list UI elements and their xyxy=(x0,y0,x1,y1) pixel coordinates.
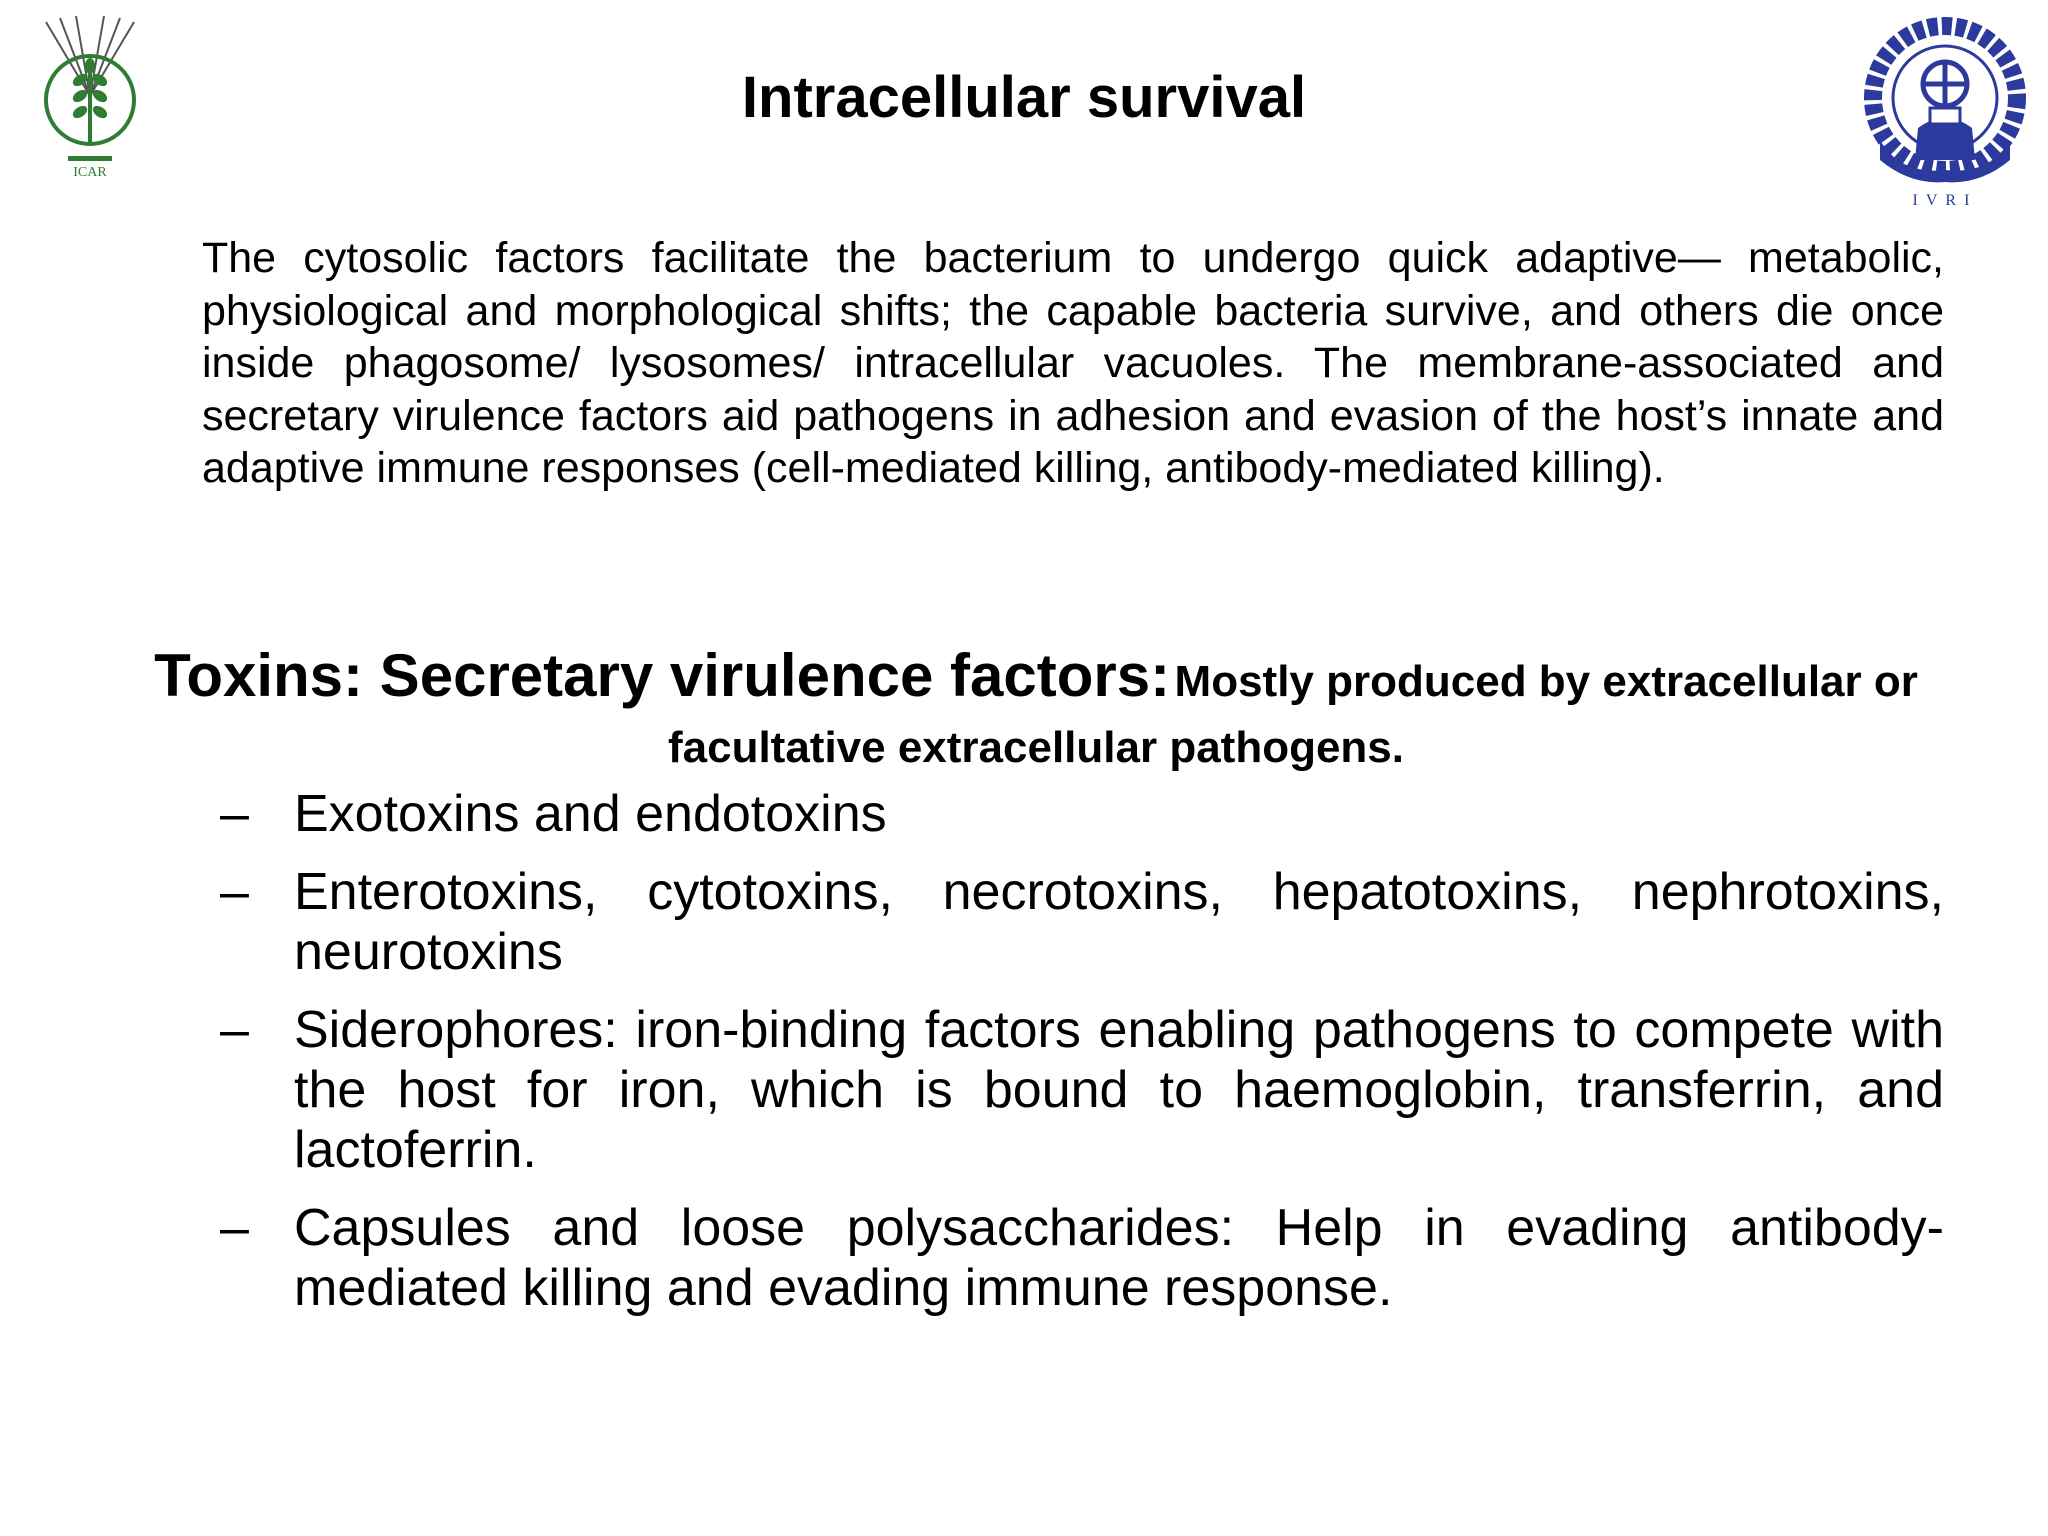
intro-paragraph: The cytosolic factors facilitate the bacterium to undergo quick adaptive— metabolic, physiological and morphological shifts; the capable bacteria survive, and others die once inside phagosome/ lysosomes/ intracellular vacuoles. The membrane-associated and secretary virulence factors aid pathogens in adhesion and evasion of the host’s innate and adaptive immune responses (cell-mediated killing, antibody-mediated killing). xyxy=(202,234,1944,492)
list-item-text: Capsules and loose polysaccharides: Help in evading antibody-mediated killing and evading immune response. xyxy=(294,1199,1944,1317)
dash-bullet-icon: – xyxy=(220,863,249,921)
list-item xyxy=(220,1000,1944,1180)
dash-bullet-icon: – xyxy=(220,1001,249,1059)
list-item xyxy=(220,862,1944,982)
list-item xyxy=(220,1198,1944,1318)
dash-bullet-icon: – xyxy=(220,1199,249,1257)
toxins-heading xyxy=(128,642,1944,786)
toxins-heading-main: Toxins: Secretary virulence factors: xyxy=(154,642,1171,709)
list-item-text: Exotoxins and endotoxins xyxy=(294,785,887,843)
list-item-text: Siderophores: iron-binding factors enabling pathogens to compete with the host for iron, which is bound to haemoglobin, transferrin, and lactoferrin. xyxy=(294,1001,1944,1179)
page-title: Intracellular survival xyxy=(741,65,1307,130)
list-item-text: Enterotoxins, cytotoxins, necrotoxins, hepatotoxins, nephrotoxins, neurotoxins xyxy=(294,863,1944,981)
icar-logo-text: ICAR xyxy=(73,165,107,176)
list-item xyxy=(220,784,1944,844)
toxins-heading-sub: Mostly produced by extracellular or facultative extracellular pathogens. xyxy=(667,657,1918,772)
ivri-logo-text: IVRI xyxy=(1912,192,1978,209)
toxins-list xyxy=(220,784,1944,1336)
dash-bullet-icon: – xyxy=(220,785,249,843)
